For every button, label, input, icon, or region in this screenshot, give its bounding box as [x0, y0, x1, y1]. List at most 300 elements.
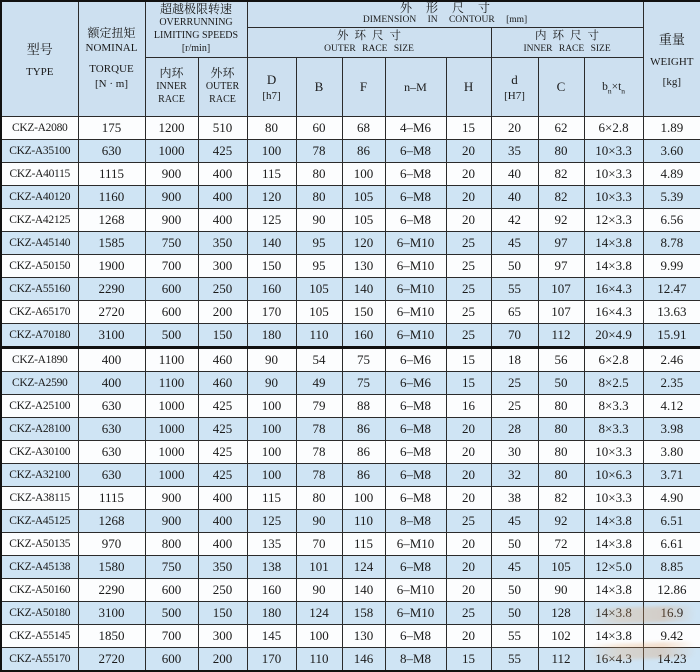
value-cell: 6–M10	[385, 254, 446, 277]
value-cell: 80	[247, 116, 296, 139]
value-cell: 12×3.3	[584, 208, 643, 231]
value-cell: 110	[342, 509, 385, 532]
value-cell: 140	[342, 277, 385, 300]
table-row	[1, 323, 700, 347]
value-cell: 900	[145, 509, 198, 532]
value-cell: 600	[145, 277, 198, 300]
value-cell: 90	[296, 578, 342, 601]
value-cell: 105	[538, 555, 584, 578]
table-row	[1, 185, 700, 208]
col-header-B: B	[296, 57, 342, 116]
value-cell: 400	[198, 509, 247, 532]
value-cell: 400	[198, 486, 247, 509]
value-cell: 6–M10	[385, 323, 446, 347]
value-cell: 6.51	[643, 509, 700, 532]
value-cell: 90	[247, 347, 296, 371]
value-cell: 45	[491, 231, 538, 254]
value-cell: 1100	[145, 371, 198, 394]
value-cell: 1000	[145, 394, 198, 417]
value-cell: 630	[78, 417, 145, 440]
value-cell: 49	[296, 371, 342, 394]
value-cell: 510	[198, 116, 247, 139]
value-cell: 1585	[78, 231, 145, 254]
value-cell: 6–M8	[385, 624, 446, 647]
value-cell: 2.35	[643, 371, 700, 394]
value-cell: 350	[198, 555, 247, 578]
value-cell: 6–M10	[385, 300, 446, 323]
model-cell: CKZ-A2080	[1, 116, 78, 139]
value-cell: 350	[198, 231, 247, 254]
col-group-outer-race-size: 外环尺寸 OUTER RACE SIZE	[247, 27, 491, 57]
value-cell: 500	[145, 601, 198, 624]
value-cell: 107	[538, 300, 584, 323]
value-cell: 16×4.3	[584, 647, 643, 671]
value-cell: 4–M6	[385, 116, 446, 139]
col-header-keyway	[584, 57, 643, 116]
value-cell: 6×2.8	[584, 116, 643, 139]
value-cell: 15	[446, 116, 491, 139]
value-cell: 8–M8	[385, 509, 446, 532]
value-cell: 25	[446, 231, 491, 254]
value-cell: 102	[538, 624, 584, 647]
value-cell: 100	[247, 394, 296, 417]
value-cell: 40	[491, 162, 538, 185]
value-cell: 400	[198, 185, 247, 208]
value-cell: 6–M10	[385, 578, 446, 601]
value-cell: 4.89	[643, 162, 700, 185]
value-cell: 55	[491, 647, 538, 671]
value-cell: 86	[342, 417, 385, 440]
value-cell: 6.61	[643, 532, 700, 555]
model-cell: CKZ-A40115	[1, 162, 78, 185]
value-cell: 86	[342, 463, 385, 486]
value-cell: 86	[342, 139, 385, 162]
value-cell: 300	[198, 254, 247, 277]
value-cell: 425	[198, 139, 247, 162]
value-cell: 8×2.5	[584, 371, 643, 394]
value-cell: 25	[446, 601, 491, 624]
value-cell: 6–M10	[385, 532, 446, 555]
table-row	[1, 254, 700, 277]
value-cell: 97	[538, 231, 584, 254]
table-row	[1, 417, 700, 440]
value-cell: 3.80	[643, 440, 700, 463]
value-cell: 20	[446, 463, 491, 486]
value-cell: 82	[538, 185, 584, 208]
value-cell: 2290	[78, 578, 145, 601]
value-cell: 3.98	[643, 417, 700, 440]
model-cell: CKZ-A42125	[1, 208, 78, 231]
value-cell: 425	[198, 417, 247, 440]
table-row	[1, 440, 700, 463]
value-cell: 170	[247, 300, 296, 323]
value-cell: 88	[342, 394, 385, 417]
value-cell: 125	[247, 509, 296, 532]
value-cell: 95	[296, 231, 342, 254]
value-cell: 175	[78, 116, 145, 139]
value-cell: 6–M8	[385, 162, 446, 185]
value-cell: 110	[296, 323, 342, 347]
value-cell: 700	[145, 254, 198, 277]
value-cell: 425	[198, 394, 247, 417]
value-cell: 135	[247, 532, 296, 555]
value-cell: 1000	[145, 440, 198, 463]
value-cell: 55	[491, 624, 538, 647]
value-cell: 1200	[145, 116, 198, 139]
value-cell: 128	[538, 601, 584, 624]
value-cell: 10×3.3	[584, 440, 643, 463]
model-cell: CKZ-A50180	[1, 601, 78, 624]
value-cell: 28	[491, 417, 538, 440]
value-cell: 80	[538, 417, 584, 440]
value-cell: 12×5.0	[584, 555, 643, 578]
value-cell: 1000	[145, 139, 198, 162]
value-cell: 400	[198, 532, 247, 555]
model-cell: CKZ-A55170	[1, 647, 78, 671]
value-cell: 90	[247, 371, 296, 394]
value-cell: 75	[342, 371, 385, 394]
value-cell: 50	[491, 254, 538, 277]
value-cell: 6–M8	[385, 208, 446, 231]
value-cell: 6–M8	[385, 139, 446, 162]
table-row	[1, 578, 700, 601]
value-cell: 145	[247, 624, 296, 647]
value-cell: 146	[342, 647, 385, 671]
value-cell: 460	[198, 347, 247, 371]
table-row	[1, 277, 700, 300]
value-cell: 6–M8	[385, 417, 446, 440]
col-header-torque: 额定扭矩 NOMINAL TORQUE [N · m]	[78, 1, 145, 116]
value-cell: 20	[446, 555, 491, 578]
value-cell: 112	[538, 323, 584, 347]
value-cell: 25	[446, 300, 491, 323]
value-cell: 630	[78, 139, 145, 162]
value-cell: 10×6.3	[584, 463, 643, 486]
col-header-d: d [H7]	[491, 57, 538, 116]
col-header-inner-race-speed: 内环 INNER RACE	[145, 57, 198, 116]
value-cell: 105	[342, 185, 385, 208]
value-cell: 70	[491, 323, 538, 347]
col-header-H: H	[446, 57, 491, 116]
value-cell: 92	[538, 509, 584, 532]
value-cell: 75	[342, 347, 385, 371]
value-cell: 124	[296, 601, 342, 624]
value-cell: 1268	[78, 208, 145, 231]
value-cell: 105	[342, 208, 385, 231]
value-cell: 300	[198, 624, 247, 647]
value-cell: 150	[247, 254, 296, 277]
value-cell: 600	[145, 647, 198, 671]
value-cell: 14×3.8	[584, 231, 643, 254]
value-cell: 78	[296, 417, 342, 440]
value-cell: 45	[491, 509, 538, 532]
model-cell: CKZ-A70180	[1, 323, 78, 347]
value-cell: 80	[538, 394, 584, 417]
value-cell: 200	[198, 647, 247, 671]
value-cell: 62	[538, 116, 584, 139]
value-cell: 14×3.8	[584, 254, 643, 277]
value-cell: 150	[342, 300, 385, 323]
value-cell: 50	[491, 532, 538, 555]
value-cell: 130	[342, 624, 385, 647]
value-cell: 2720	[78, 647, 145, 671]
value-cell: 110	[296, 647, 342, 671]
value-cell: 20	[446, 578, 491, 601]
value-cell: 18	[491, 347, 538, 371]
value-cell: 20	[446, 440, 491, 463]
value-cell: 112	[538, 647, 584, 671]
value-cell: 54	[296, 347, 342, 371]
table-row	[1, 532, 700, 555]
value-cell: 8.78	[643, 231, 700, 254]
value-cell: 78	[296, 139, 342, 162]
col-header-C: C	[538, 57, 584, 116]
value-cell: 1000	[145, 463, 198, 486]
value-cell: 170	[247, 647, 296, 671]
value-cell: 750	[145, 231, 198, 254]
value-cell: 15	[446, 647, 491, 671]
value-cell: 90	[296, 208, 342, 231]
value-cell: 425	[198, 440, 247, 463]
table-row	[1, 139, 700, 162]
value-cell: 6×2.8	[584, 347, 643, 371]
value-cell: 100	[247, 440, 296, 463]
model-cell: CKZ-A50160	[1, 578, 78, 601]
value-cell: 40	[491, 185, 538, 208]
value-cell: 13.63	[643, 300, 700, 323]
value-cell: 1100	[145, 347, 198, 371]
model-cell: CKZ-A32100	[1, 463, 78, 486]
type-label-en: TYPE	[26, 66, 54, 79]
value-cell: 20	[446, 162, 491, 185]
model-cell: CKZ-A1890	[1, 347, 78, 371]
model-cell: CKZ-A45138	[1, 555, 78, 578]
value-cell: 79	[296, 394, 342, 417]
value-cell: 101	[296, 555, 342, 578]
value-cell: 86	[342, 440, 385, 463]
value-cell: 80	[296, 185, 342, 208]
value-cell: 4.90	[643, 486, 700, 509]
value-cell: 60	[296, 116, 342, 139]
value-cell: 20×4.9	[584, 323, 643, 347]
value-cell: 95	[296, 254, 342, 277]
table-row	[1, 486, 700, 509]
value-cell: 80	[296, 162, 342, 185]
value-cell: 600	[145, 578, 198, 601]
model-cell: CKZ-A40120	[1, 185, 78, 208]
value-cell: 120	[247, 185, 296, 208]
value-cell: 38	[491, 486, 538, 509]
model-cell: CKZ-A50150	[1, 254, 78, 277]
value-cell: 6–M10	[385, 277, 446, 300]
value-cell: 125	[247, 208, 296, 231]
value-cell: 2.46	[643, 347, 700, 371]
col-group-dimension: 外形尺寸 DIMENSION IN CONTOUR [mm]	[247, 1, 643, 27]
value-cell: 6–M8	[385, 185, 446, 208]
value-cell: 250	[198, 578, 247, 601]
value-cell: 105	[296, 277, 342, 300]
value-cell: 6–M8	[385, 394, 446, 417]
value-cell: 107	[538, 277, 584, 300]
value-cell: 20	[446, 417, 491, 440]
value-cell: 9.42	[643, 624, 700, 647]
value-cell: 400	[198, 162, 247, 185]
value-cell: 250	[198, 277, 247, 300]
value-cell: 70	[296, 532, 342, 555]
model-cell: CKZ-A2590	[1, 371, 78, 394]
col-header-nM: n–M	[385, 57, 446, 116]
value-cell: 630	[78, 463, 145, 486]
col-header-outer-race-speed: 外环 OUTER RACE	[198, 57, 247, 116]
value-cell: 500	[145, 323, 198, 347]
value-cell: 14×3.8	[584, 624, 643, 647]
value-cell: 120	[342, 231, 385, 254]
value-cell: 90	[296, 509, 342, 532]
value-cell: 6.56	[643, 208, 700, 231]
table-row	[1, 509, 700, 532]
value-cell: 425	[198, 463, 247, 486]
value-cell: 65	[491, 300, 538, 323]
value-cell: 3.71	[643, 463, 700, 486]
value-cell: 80	[538, 463, 584, 486]
value-cell: 8.85	[643, 555, 700, 578]
value-cell: 12.47	[643, 277, 700, 300]
table-row	[1, 208, 700, 231]
value-cell: 78	[296, 440, 342, 463]
table-row	[1, 394, 700, 417]
model-cell: CKZ-A45125	[1, 509, 78, 532]
value-cell: 100	[247, 463, 296, 486]
model-cell: CKZ-A38115	[1, 486, 78, 509]
value-cell: 25	[446, 254, 491, 277]
model-cell: CKZ-A55145	[1, 624, 78, 647]
value-cell: 1900	[78, 254, 145, 277]
value-cell: 160	[342, 323, 385, 347]
value-cell: 90	[538, 578, 584, 601]
value-cell: 1115	[78, 162, 145, 185]
value-cell: 900	[145, 185, 198, 208]
col-header-weight: 重量 WEIGHT [kg]	[643, 1, 700, 116]
type-label-zh: 型号	[26, 42, 53, 58]
value-cell: 600	[145, 300, 198, 323]
value-cell: 35	[491, 139, 538, 162]
value-cell: 100	[247, 139, 296, 162]
col-header-F: F	[342, 57, 385, 116]
value-cell: 160	[247, 277, 296, 300]
value-cell: 14×3.8	[584, 509, 643, 532]
col-header-type	[1, 1, 78, 116]
value-cell: 750	[145, 555, 198, 578]
value-cell: 100	[342, 162, 385, 185]
value-cell: 50	[491, 578, 538, 601]
value-cell: 16×4.3	[584, 277, 643, 300]
value-cell: 16	[446, 394, 491, 417]
value-cell: 5.39	[643, 185, 700, 208]
value-cell: 140	[342, 578, 385, 601]
value-cell: 55	[491, 277, 538, 300]
col-group-inner-race-size: 内环尺寸 INNER RACE SIZE	[491, 27, 643, 57]
value-cell: 10×3.3	[584, 162, 643, 185]
value-cell: 15.91	[643, 323, 700, 347]
value-cell: 1580	[78, 555, 145, 578]
table-row	[1, 624, 700, 647]
table-row	[1, 347, 700, 371]
value-cell: 3.60	[643, 139, 700, 162]
value-cell: 56	[538, 347, 584, 371]
value-cell: 100	[296, 624, 342, 647]
value-cell: 20	[446, 185, 491, 208]
value-cell: 20	[446, 486, 491, 509]
value-cell: 2290	[78, 277, 145, 300]
value-cell: 900	[145, 162, 198, 185]
value-cell: 6–M6	[385, 371, 446, 394]
value-cell: 20	[491, 116, 538, 139]
value-cell: 180	[247, 601, 296, 624]
value-cell: 10×3.3	[584, 486, 643, 509]
value-cell: 6–M8	[385, 463, 446, 486]
value-cell: 115	[247, 486, 296, 509]
value-cell: 630	[78, 440, 145, 463]
model-cell: CKZ-A50135	[1, 532, 78, 555]
model-cell: CKZ-A30100	[1, 440, 78, 463]
value-cell: 115	[247, 162, 296, 185]
value-cell: 115	[342, 532, 385, 555]
value-cell: 400	[78, 371, 145, 394]
value-cell: 3100	[78, 323, 145, 347]
model-cell: CKZ-A45140	[1, 231, 78, 254]
table-body	[1, 116, 700, 671]
value-cell: 25	[446, 323, 491, 347]
col-header-D: D [h7]	[247, 57, 296, 116]
value-cell: 1000	[145, 417, 198, 440]
value-cell: 20	[446, 139, 491, 162]
value-cell: 460	[198, 371, 247, 394]
value-cell: 130	[342, 254, 385, 277]
model-cell: CKZ-A35100	[1, 139, 78, 162]
col-group-overrunning-speeds: 超越极限转速 OVERRUNNING LIMITING SPEEDS [r/min]	[145, 1, 247, 57]
table-row	[1, 371, 700, 394]
model-cell: CKZ-A55160	[1, 277, 78, 300]
value-cell: 82	[538, 486, 584, 509]
table-row	[1, 300, 700, 323]
value-cell: 1850	[78, 624, 145, 647]
value-cell: 15	[446, 347, 491, 371]
value-cell: 80	[538, 440, 584, 463]
table-row	[1, 162, 700, 185]
value-cell: 9.99	[643, 254, 700, 277]
keyway-formula: $b_n\times t_n$	[602, 81, 626, 96]
value-cell: 92	[538, 208, 584, 231]
value-cell: 400	[78, 347, 145, 371]
value-cell: 16×4.3	[584, 300, 643, 323]
value-cell: 6–M8	[385, 440, 446, 463]
value-cell: 14×3.8	[584, 601, 643, 624]
value-cell: 100	[247, 417, 296, 440]
table-header	[1, 1, 700, 116]
model-cell: CKZ-A65170	[1, 300, 78, 323]
value-cell: 1115	[78, 486, 145, 509]
value-cell: 10×3.3	[584, 139, 643, 162]
value-cell: 14×3.8	[584, 578, 643, 601]
value-cell: 6–M10	[385, 231, 446, 254]
value-cell: 1268	[78, 509, 145, 532]
value-cell: 1.89	[643, 116, 700, 139]
table-row	[1, 116, 700, 139]
value-cell: 140	[247, 231, 296, 254]
value-cell: 180	[247, 323, 296, 347]
value-cell: 700	[145, 624, 198, 647]
value-cell: 150	[198, 323, 247, 347]
